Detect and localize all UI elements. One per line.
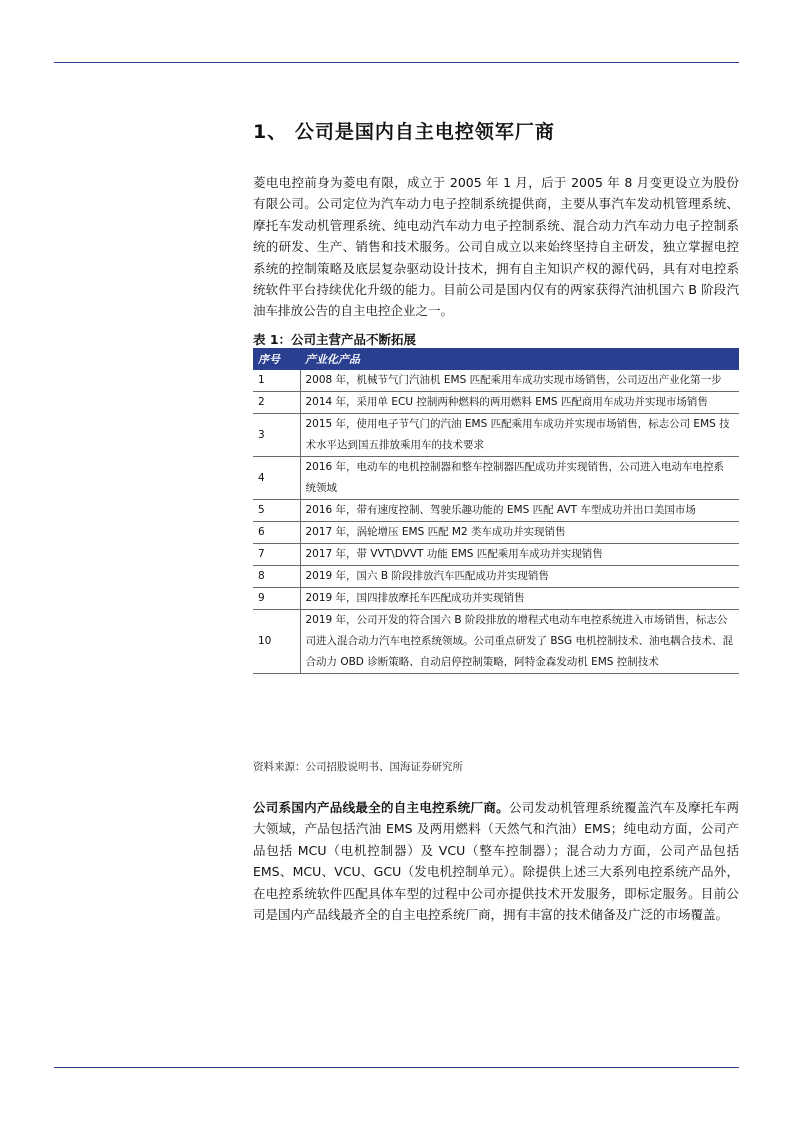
row-text: 2015 年，使用电子节气门的汽油 EMS 匹配乘用车成功并实现市场销售，标志公司 EMS 技术水平达到国五排放乘用车的技术要求 [300, 414, 739, 457]
row-text: 2016 年，电动车的电机控制器和整车控制器匹配成功并实现销售，公司进入电动车电控系统领域 [300, 457, 739, 500]
product-line-body: 公司发动机管理系统覆盖汽车及摩托车两大领域，产品包括汽油 EMS 及两用燃料（天然气和汽油）EMS；纯电动方面，公司产品包括 MCU（电机控制器）及 VCU（整车控制器）；混合动力方面，公司产品包括 EMS、MCU、VCU、GCU（发电机控制单元）。除提供上述三大系列电控系统产品外，在电控系统软件匹配具体车型的过程中公司亦提供技术开发服务，即标定服务。目前公司是国内产品线最齐全的自主电控系统厂商，拥有丰富的技术储备及广泛的市场覆盖。 [253, 800, 739, 923]
table-row [253, 566, 739, 588]
row-text: 2019 年，国四排放摩托车匹配成功并实现销售 [300, 588, 739, 610]
row-no: 10 [253, 610, 300, 674]
row-no: 8 [253, 566, 300, 588]
row-text: 2019 年，公司开发的符合国六 B 阶段排放的增程式电动车电控系统进入市场销售，标志公司进入混合动力汽车电控系统领域。公司重点研发了 BSG 电机控制技术、油电耦合技术、混合动力 OBD 诊断策略、自动启停控制策略，阿特金森发动机 EMS 控制技术 [300, 610, 739, 674]
footer-rule [54, 1067, 739, 1068]
table-row [253, 610, 739, 674]
product-line-lead: 公司系国内产品线最全的自主电控系统厂商。 [253, 800, 509, 815]
header-no: 序号 [253, 348, 300, 370]
row-no: 2 [253, 392, 300, 414]
table-source-note: 资料来源：公司招股说明书、国海证券研究所 [253, 761, 463, 773]
intro-paragraph: 菱电电控前身为菱电有限，成立于 2005 年 1 月，后于 2005 年 8 月变更设立为股份有限公司。公司定位为汽车动力电子控制系统提供商，主要从事汽车发动机管理系统、摩托车发动机管理系统、纯电动汽车动力电子控制系统、混合动力汽车动力电子控制系统的研发、生产、销售和技术服务。公司自成立以来始终坚持自主研发，独立掌握电控系统的控制策略及底层复杂驱动设计技术，拥有自主知识产权的源代码，具有对电控系统软件平台持续优化升级的能力。目前公司是国内仅有的两家获得汽油机国六 B 阶段汽油车排放公告的自主电控企业之一。 [253, 175, 739, 319]
row-text: 2014 年，采用单 ECU 控制两种燃料的两用燃料 EMS 匹配商用车成功并实现市场销售 [300, 392, 739, 414]
row-no: 7 [253, 544, 300, 566]
header-product: 产业化产品 [300, 348, 739, 370]
table-title: 表 1：公司主营产品不断拓展 [253, 332, 417, 347]
row-no: 4 [253, 457, 300, 500]
product-line-paragraph [253, 797, 739, 925]
table-row [253, 522, 739, 544]
table-row [253, 370, 739, 392]
table-row [253, 392, 739, 414]
table-row [253, 544, 739, 566]
row-no: 9 [253, 588, 300, 610]
row-text: 2017 年，带 VVT\DVVT 功能 EMS 匹配乘用车成功并实现销售 [300, 544, 739, 566]
row-text: 2017 年，涡轮增压 EMS 匹配 M2 类车成功并实现销售 [300, 522, 739, 544]
row-no: 1 [253, 370, 300, 392]
row-text: 2019 年，国六 B 阶段排放汽车匹配成功并实现销售 [300, 566, 739, 588]
section-title: 1、 公司是国内自主电控领军厂商 [253, 121, 555, 143]
row-no: 6 [253, 522, 300, 544]
product-table [253, 348, 739, 674]
header-rule [54, 62, 739, 63]
table-row [253, 457, 739, 500]
row-text: 2008 年，机械节气门汽油机 EMS 匹配乘用车成功实现市场销售，公司迈出产业化第一步 [300, 370, 739, 392]
table-row [253, 500, 739, 522]
row-no: 3 [253, 414, 300, 457]
table-row [253, 414, 739, 457]
row-text: 2016 年，带有速度控制、驾驶乐趣功能的 EMS 匹配 AVT 车型成功并出口美国市场 [300, 500, 739, 522]
row-no: 5 [253, 500, 300, 522]
table-header-row [253, 348, 739, 370]
table-row [253, 588, 739, 610]
